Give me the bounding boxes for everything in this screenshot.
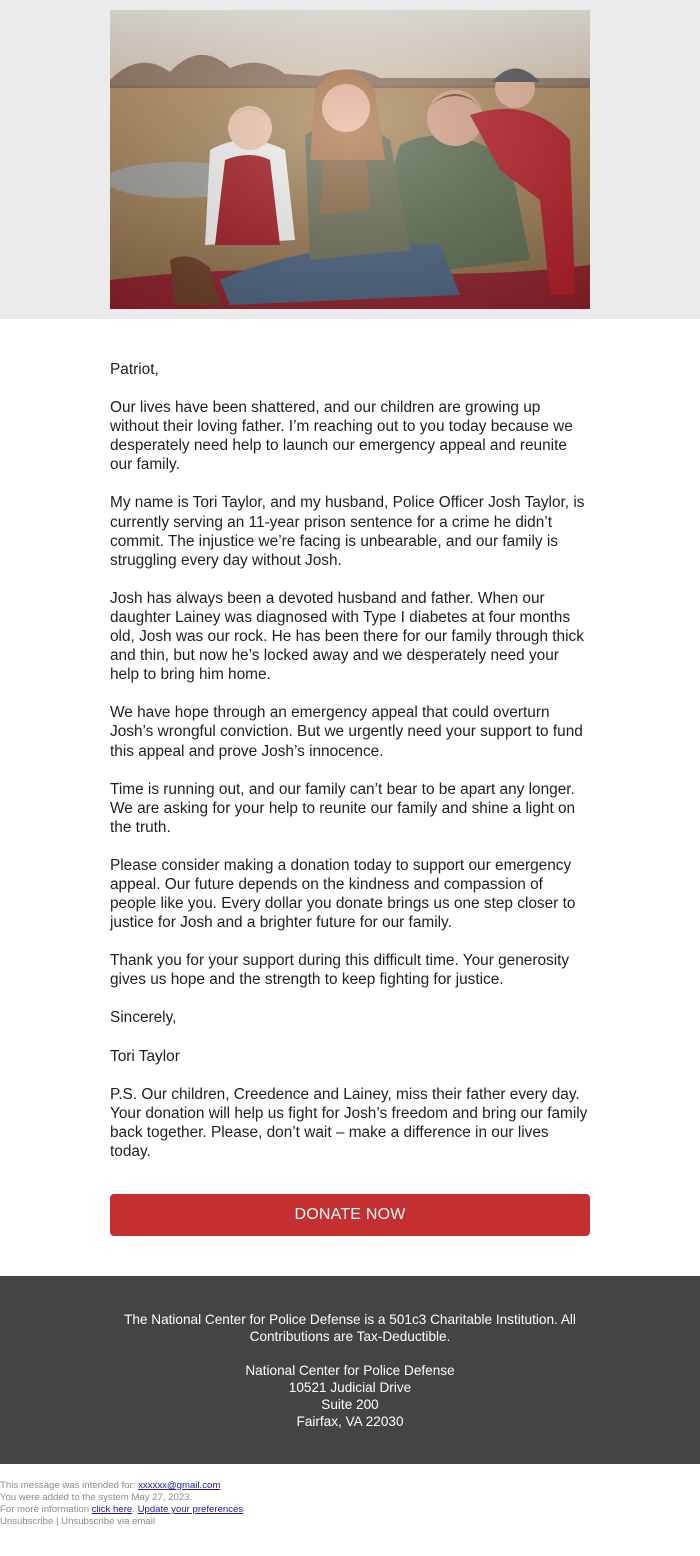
footer	[0, 1276, 700, 1464]
hero-banner	[0, 0, 700, 319]
unsubscribe-link[interactable]: Unsubscribe	[0, 1516, 54, 1527]
paragraph-7: Thank you for your support during this difficult time. Your generosity gives us hope and the strength to keep fighting for justice.	[110, 952, 570, 989]
paragraph-2: My name is Tori Taylor, and my husband, Police Officer Josh Taylor, is currently serving an 11-year prison sentence for a crime he didn’t commit. The injustice we’re facing is unbearable, and our family is struggling every day without Josh.	[110, 494, 585, 569]
org-name: National Center for Police Defense	[245, 1363, 455, 1378]
postscript: P.S. Our children, Creedence and Lainey, miss their father every day. Your donation will help us fight for Josh’s freedom and bring our family back together. Please, don’t wait – make a difference in our lives today.	[110, 1085, 588, 1160]
closing: Sincerely,	[110, 1009, 177, 1027]
click-here-link[interactable]: click here	[91, 1504, 133, 1515]
letter-body	[110, 360, 590, 1180]
recipient-email-link[interactable]: xxxxxx@gmail.com	[138, 1480, 221, 1491]
pipe-separator: |	[53, 1516, 62, 1527]
more-info-line	[0, 1504, 700, 1516]
intended-line	[0, 1480, 700, 1492]
paragraph-1: Our lives have been shattered, and our children are growing up without their loving father. I’m reaching out to you today because we desperately need help to launch our emergency appeal and reunite our family.	[110, 399, 573, 474]
paragraph-3: Josh has always been a devoted husband and father. When our daughter Lainey was diagnosed with Type I diabetes at four months old, Josh was our rock. He has been there for our family through thick and thin, but now he’s locked away and we desperately need your help to bring him home.	[110, 589, 584, 684]
street-address: 10521 Judicial Drive	[288, 1380, 412, 1395]
paragraph-6: Please consider making a donation today to support our emergency appeal. Our future depends on the kindness and compassion of people like you. Every dollar you donate brings us one step closer to justice for Josh and a brighter future for our family.	[110, 856, 576, 932]
update-preferences-link[interactable]: Update your preferences	[137, 1504, 244, 1515]
greeting: Patriot,	[110, 361, 159, 378]
tax-disclaimer: The National Center for Police Defense is a 501c3 Charitable Institution. All Contributions are Tax-Deductible.	[124, 1312, 576, 1344]
email-meta	[0, 1480, 700, 1528]
city-state-zip: Fairfax, VA 22030	[296, 1414, 404, 1429]
more-info-prefix: For more information	[0, 1504, 92, 1515]
intended-prefix: This message was intended for:	[0, 1480, 139, 1491]
paragraph-4: We have hope through an emergency appeal that could overturn Josh’s wrongful conviction. But we urgently need your support to fund this appeal and prove Josh’s innocence.	[110, 704, 583, 760]
donate-now-button[interactable]: DONATE NOW	[110, 1194, 590, 1236]
family-photo	[110, 10, 590, 309]
family-photo-icon	[110, 10, 590, 309]
unsubscribe-line	[0, 1516, 700, 1528]
separator: .	[132, 1504, 138, 1515]
signature: Tori Taylor	[110, 1047, 180, 1065]
unsubscribe-email-link[interactable]: Unsubscribe via email	[61, 1516, 155, 1527]
mailing-address	[110, 1362, 590, 1430]
suite: Suite 200	[321, 1397, 379, 1412]
added-line: You were added to the system May 27, 2023.	[0, 1492, 193, 1503]
paragraph-5: Time is running out, and our family can’t bear to be apart any longer. We are asking for your help to reunite our family and shine a light on the truth.	[110, 780, 576, 836]
